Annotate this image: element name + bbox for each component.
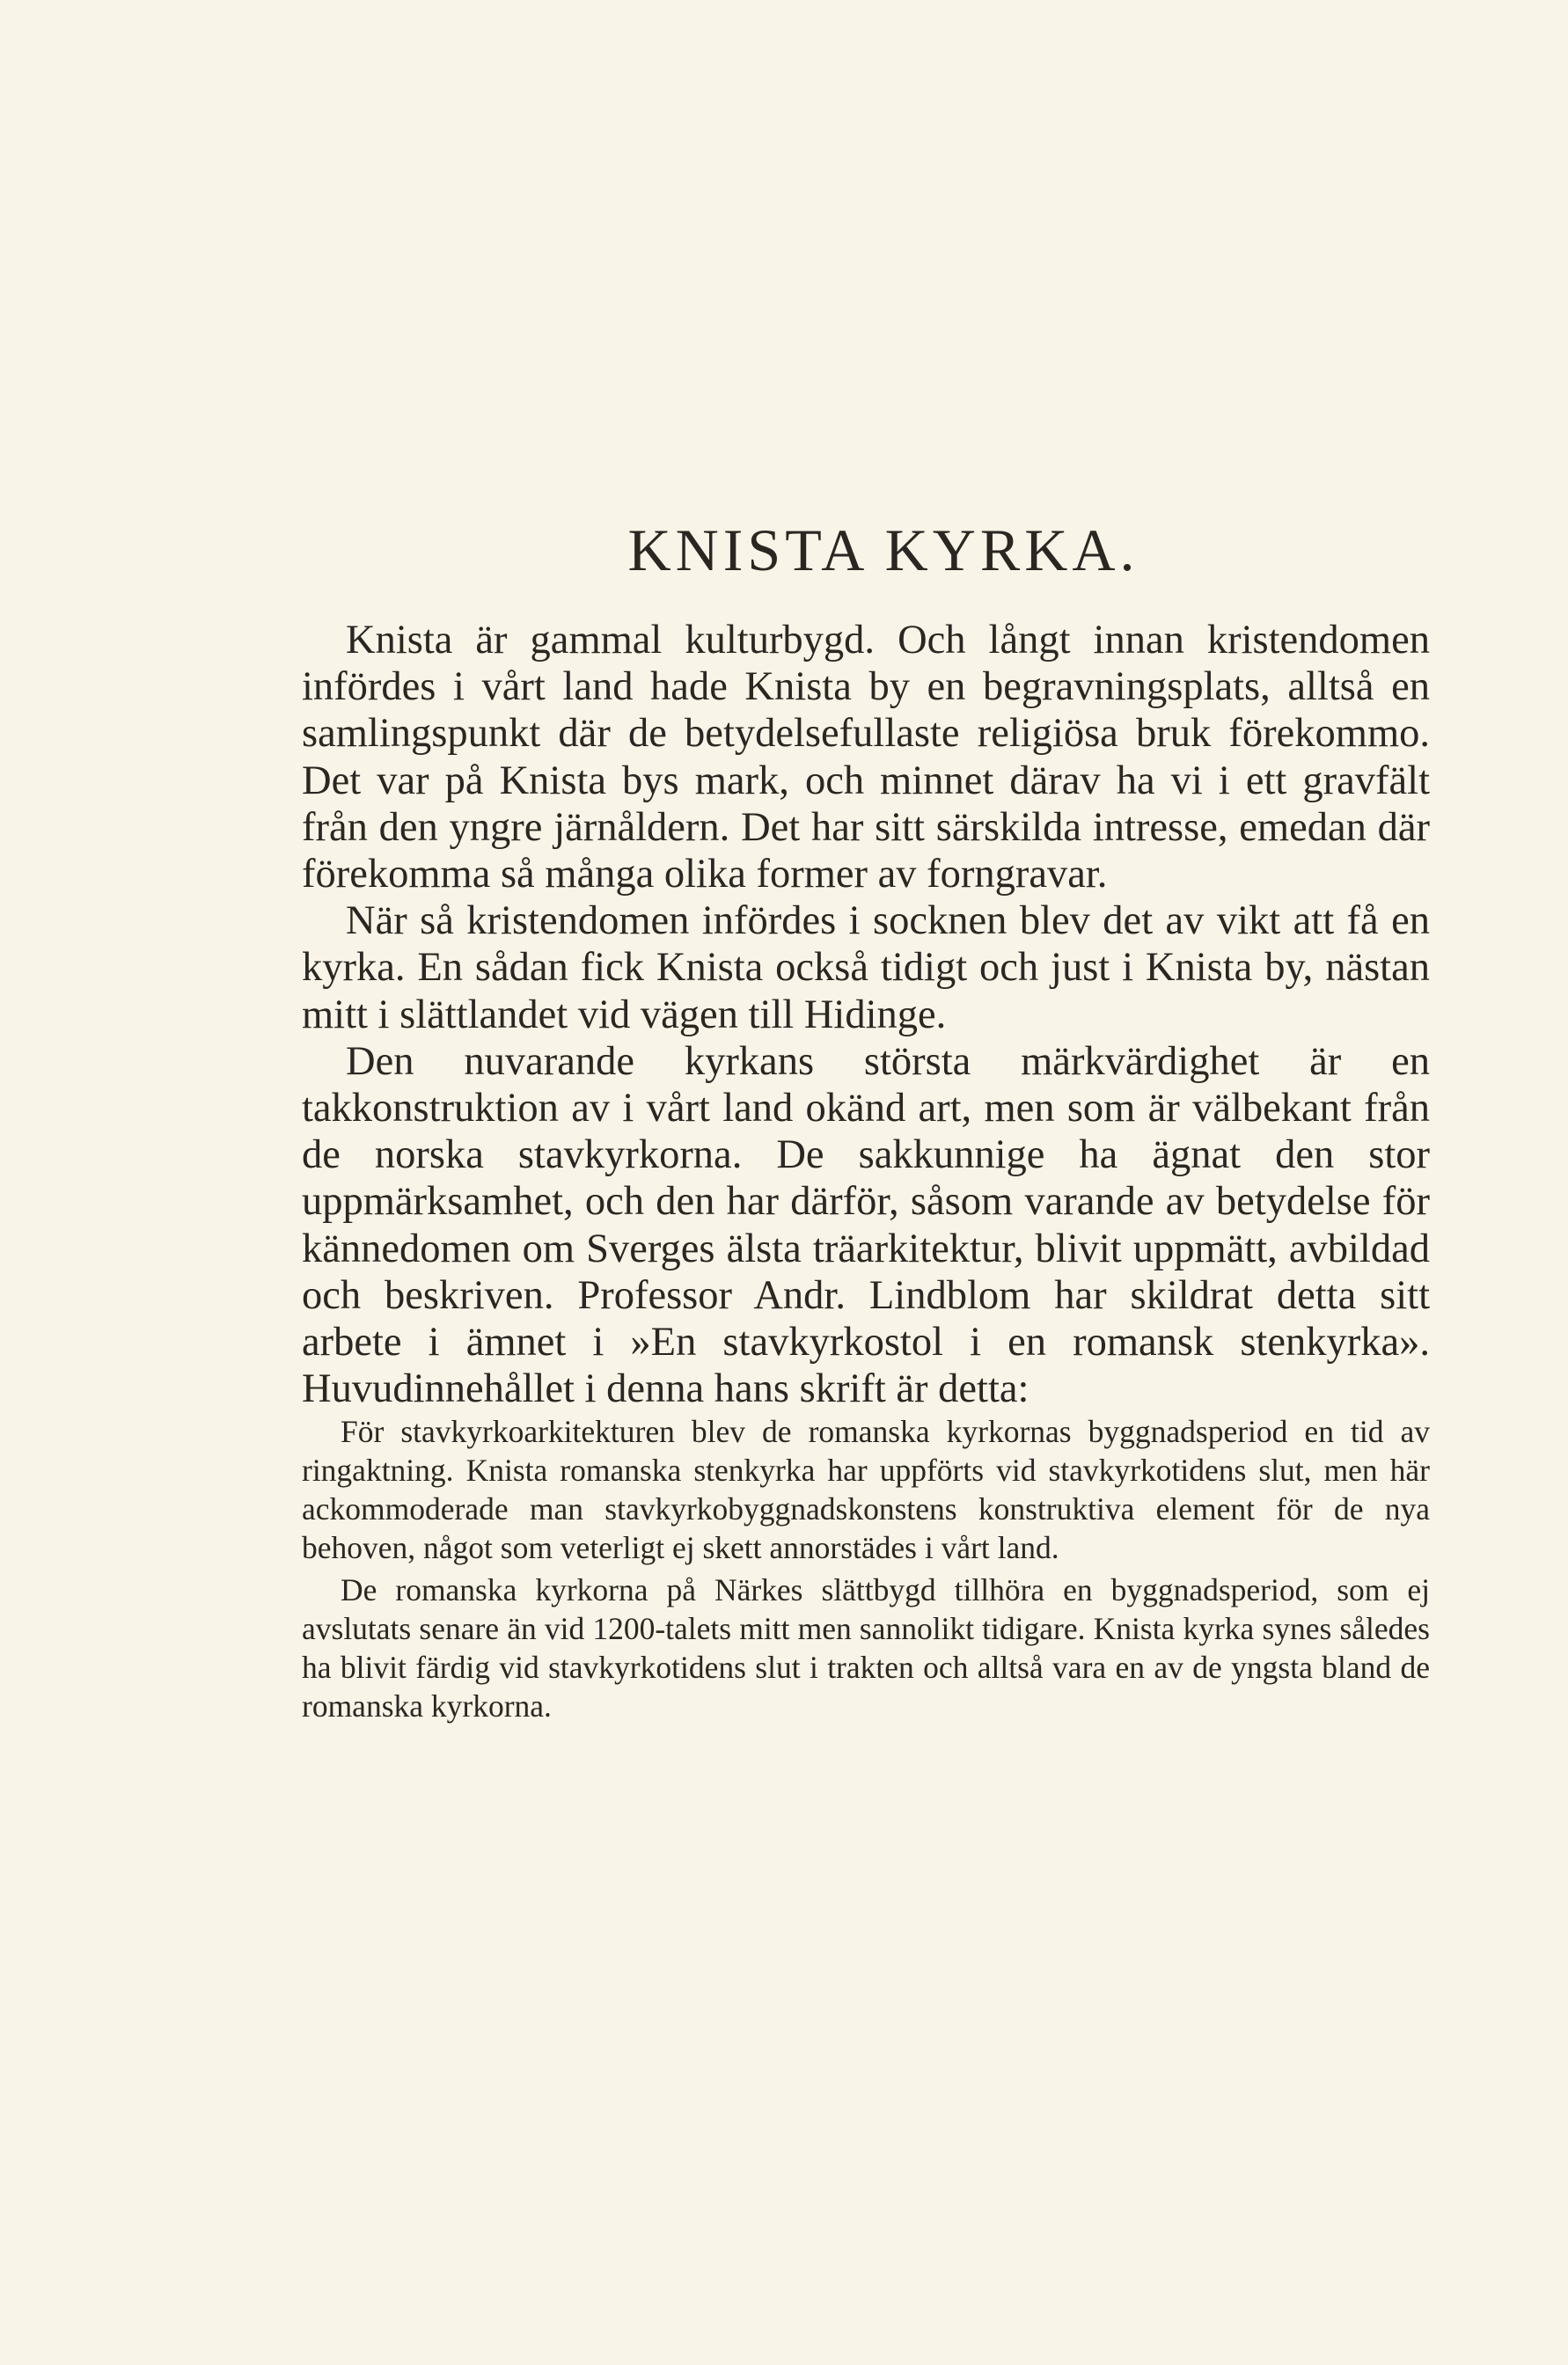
quote-paragraph-1: För stavkyrkoarkitekturen blev de romanska kyrkornas byggnadsperiod en tid av ringaktning. Knista romanska stenkyrka har uppförts vid stavkyrkotidens slut, men här ackommoderade man stavkyrkobyggnadskonstens konstruktiva element för de nya behoven, något som veterligt ej skett annorstädes i vårt land. <box>302 1414 1430 1566</box>
paragraph-1: Knista är gammal kulturbygd. Och långt innan kristendomen infördes i vårt land hade Knista by en begravningsplats, alltså en samlingspunkt där de betydelsefullaste religiösa bruk förekommo. Det var på Knista bys mark, och minnet därav ha vi i ett gravfält från den yngre järnåldern. Det har sitt särskilda intresse, emedan där förekomma så många olika former av forngravar. <box>302 618 1430 897</box>
paragraph-2: När så kristendomen infördes i socknen blev det av vikt att få en kyrka. En sådan fick Knista också tidigt och just i Knista by, nästan mitt i slättlandet vid vägen till Hidinge. <box>302 898 1430 1037</box>
quote-paragraph-2: De romanska kyrkorna på Närkes slättbygd tillhöra en byggnadsperiod, som ej avslutats senare än vid 1200-talets mitt men sannolikt tidigare. Knista kyrka synes således ha blivit färdig vid stavkyrkotidens slut i trakten och alltså vara en av de yngsta bland de romanska kyrkorna. <box>302 1572 1430 1724</box>
text-block <box>302 515 1430 1725</box>
page-title: KNISTA KYRKA. <box>627 516 1139 583</box>
paragraph-3: Den nuvarande kyrkans största märkvärdighet är en takkonstruktion av i vårt land okänd art, men som är välbekant från de norska stavkyrkorna. De sakkunnige ha ägnat den stor uppmärksamhet, och den har därför, såsom varande av betydelse för kännedomen om Sverges älsta träarkitektur, blivit uppmätt, avbildad och beskriven. Professor Andr. Lindblom har skildrat detta sitt arbete i ämnet i »En stavkyrkostol i en romansk stenkyrka». Huvudinnehållet i denna hans skrift är detta: <box>302 1038 1430 1412</box>
